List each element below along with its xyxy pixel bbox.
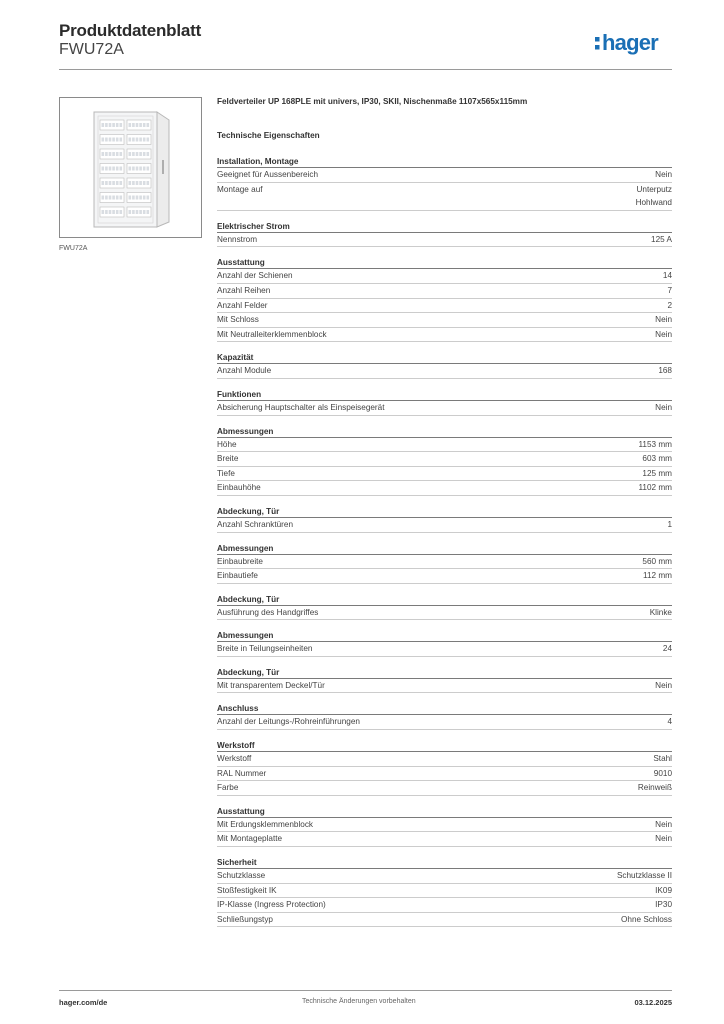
module-slot bbox=[147, 181, 150, 185]
spec-group-title: Abmessungen bbox=[217, 629, 672, 642]
module-slot bbox=[136, 210, 139, 214]
module-slot bbox=[105, 181, 108, 185]
module-slot bbox=[102, 167, 105, 171]
spec-row bbox=[217, 898, 672, 913]
module-slot bbox=[116, 138, 119, 142]
spec-group-title: Installation, Montage bbox=[217, 155, 672, 168]
module-slot bbox=[136, 123, 139, 127]
spec-row bbox=[217, 832, 672, 847]
spec-value bbox=[667, 715, 672, 729]
spec-value-text: Nein bbox=[655, 834, 672, 844]
module-slot bbox=[120, 138, 123, 142]
logo-text: hager bbox=[602, 30, 658, 55]
module-slot bbox=[147, 210, 150, 214]
spec-value-text: 125 mm bbox=[642, 468, 672, 478]
spec-row bbox=[217, 518, 672, 533]
spec-label: IP-Klasse (Ingress Protection) bbox=[217, 900, 326, 910]
spec-value bbox=[655, 313, 672, 327]
spec-value-text: Nein bbox=[655, 819, 672, 829]
spec-value-text: 4 bbox=[667, 717, 672, 727]
spec-label: Anzahl Schranktüren bbox=[217, 519, 294, 529]
page-title: Produktdatenblatt bbox=[59, 21, 202, 40]
module-slot bbox=[102, 123, 105, 127]
module-slot bbox=[132, 123, 135, 127]
module-slot bbox=[112, 181, 115, 185]
spec-group bbox=[217, 629, 672, 657]
spec-group bbox=[217, 220, 672, 248]
module-slot bbox=[129, 181, 132, 185]
spec-row bbox=[217, 884, 672, 899]
module-slot bbox=[120, 196, 123, 200]
spec-value bbox=[667, 518, 672, 532]
spec-value-text: 1 bbox=[667, 519, 672, 529]
module-slot bbox=[109, 167, 112, 171]
spec-value-text: 603 mm bbox=[642, 454, 672, 464]
spec-row bbox=[217, 869, 672, 884]
spec-row bbox=[217, 233, 672, 248]
spec-group-title: Abdeckung, Tür bbox=[217, 593, 672, 606]
product-code: FWU72A bbox=[59, 41, 124, 58]
spec-value bbox=[621, 913, 672, 927]
spec-row bbox=[217, 328, 672, 343]
footer-date: 03.12.2025 bbox=[634, 998, 672, 1007]
spec-group bbox=[217, 425, 672, 496]
spec-label: Nennstrom bbox=[217, 234, 258, 244]
spec-value-text: 560 mm bbox=[642, 556, 672, 566]
spec-label: Einbauhöhe bbox=[217, 483, 261, 493]
hager-logo bbox=[594, 28, 674, 56]
spec-label: Montage auf bbox=[217, 184, 263, 194]
module-slot bbox=[116, 167, 119, 171]
module-slot bbox=[143, 196, 146, 200]
spec-value bbox=[658, 364, 672, 378]
header-divider bbox=[59, 69, 672, 70]
module-slot bbox=[147, 196, 150, 200]
module-slot bbox=[120, 123, 123, 127]
spec-group bbox=[217, 256, 672, 342]
module-slot bbox=[143, 210, 146, 214]
spec-label: Breite in Teilungseinheiten bbox=[217, 644, 313, 654]
spec-row bbox=[217, 438, 672, 453]
module-slot bbox=[143, 152, 146, 156]
module-slot bbox=[136, 196, 139, 200]
spec-value-text: 2 bbox=[667, 300, 672, 310]
spec-group-title: Abmessungen bbox=[217, 542, 672, 555]
module-slot bbox=[132, 181, 135, 185]
module-slot bbox=[132, 167, 135, 171]
module-slot bbox=[112, 138, 115, 142]
spec-group bbox=[217, 856, 672, 927]
spec-value-text: 9010 bbox=[653, 768, 672, 778]
product-headline: Feldverteiler UP 168PLE mit univers, IP30, SKII, Nischenmaße 1107x565x115mm bbox=[217, 97, 528, 106]
module-slot bbox=[112, 123, 115, 127]
spec-value bbox=[617, 869, 672, 883]
spec-label: Mit Neutralleiterklemmenblock bbox=[217, 329, 327, 339]
module-slot bbox=[105, 210, 108, 214]
spec-row bbox=[217, 168, 672, 183]
spec-value bbox=[655, 818, 672, 832]
spec-label: Anzahl der Leitungs-/Rohreinführungen bbox=[217, 717, 360, 727]
spec-value-text: Nein bbox=[655, 680, 672, 690]
spec-value bbox=[638, 781, 672, 795]
module-slot bbox=[102, 138, 105, 142]
spec-value bbox=[655, 898, 672, 912]
module-slot bbox=[147, 152, 150, 156]
module-slot bbox=[143, 181, 146, 185]
module-slot bbox=[120, 181, 123, 185]
spec-label: Schließungstyp bbox=[217, 914, 273, 924]
module-slot bbox=[132, 196, 135, 200]
spec-label: Ausführung des Handgriffes bbox=[217, 607, 319, 617]
spec-value bbox=[650, 606, 672, 620]
spec-group bbox=[217, 351, 672, 379]
spec-label: Stoßfestigkeit IK bbox=[217, 885, 277, 895]
spec-row bbox=[217, 569, 672, 584]
module-slot bbox=[139, 196, 142, 200]
spec-value bbox=[655, 679, 672, 693]
spec-value-text: 14 bbox=[662, 271, 672, 281]
module-slot bbox=[136, 152, 139, 156]
specs-table bbox=[217, 155, 672, 936]
spec-group-title: Funktionen bbox=[217, 388, 672, 401]
module-slot bbox=[132, 138, 135, 142]
spec-value bbox=[655, 401, 672, 415]
spec-row bbox=[217, 467, 672, 482]
spec-value-text: Reinweiß bbox=[637, 783, 672, 793]
spec-value bbox=[663, 269, 672, 283]
spec-label: Breite bbox=[217, 454, 239, 464]
spec-row bbox=[217, 452, 672, 467]
module-slot bbox=[116, 123, 119, 127]
spec-value bbox=[638, 438, 672, 452]
module-slot bbox=[143, 138, 146, 142]
spec-row bbox=[217, 269, 672, 284]
spec-value-text: 1102 mm bbox=[638, 483, 672, 493]
spec-row bbox=[217, 364, 672, 379]
module-slot bbox=[139, 210, 142, 214]
module-slot bbox=[136, 181, 139, 185]
module-slot bbox=[112, 167, 115, 171]
spec-value bbox=[651, 233, 672, 247]
spec-group-title: Ausstattung bbox=[217, 805, 672, 818]
spec-label: RAL Nummer bbox=[217, 768, 267, 778]
module-slot bbox=[116, 196, 119, 200]
spec-value bbox=[667, 284, 672, 298]
module-slot bbox=[132, 152, 135, 156]
module-slot bbox=[109, 123, 112, 127]
module-slot bbox=[105, 196, 108, 200]
module-slot bbox=[139, 123, 142, 127]
module-slot bbox=[147, 123, 150, 127]
spec-value-text: Nein bbox=[655, 402, 672, 412]
module-slot bbox=[109, 152, 112, 156]
module-slot bbox=[120, 210, 123, 214]
spec-row bbox=[217, 555, 672, 570]
spec-value bbox=[636, 183, 672, 210]
spec-value bbox=[663, 642, 672, 656]
module-slot bbox=[129, 167, 132, 171]
spec-group-title: Anschluss bbox=[217, 702, 672, 715]
spec-group-title: Abdeckung, Tür bbox=[217, 666, 672, 679]
spec-value bbox=[638, 481, 672, 495]
module-slot bbox=[129, 123, 132, 127]
module-slot bbox=[116, 181, 119, 185]
spec-label: Farbe bbox=[217, 783, 239, 793]
module-slot bbox=[139, 152, 142, 156]
module-slot bbox=[109, 138, 112, 142]
spec-value bbox=[655, 832, 672, 846]
spec-row bbox=[217, 715, 672, 730]
spec-group-title: Werkstoff bbox=[217, 739, 672, 752]
spec-label: Mit Erdungsklemmenblock bbox=[217, 819, 314, 829]
module-slot bbox=[105, 123, 108, 127]
spec-row bbox=[217, 913, 672, 928]
module-slot bbox=[143, 123, 146, 127]
spec-row bbox=[217, 767, 672, 782]
spec-label: Schutzklasse bbox=[217, 871, 266, 881]
spec-group bbox=[217, 739, 672, 796]
spec-group bbox=[217, 505, 672, 533]
footer-divider bbox=[59, 990, 672, 991]
spec-value bbox=[655, 168, 672, 182]
spec-label: Anzahl Felder bbox=[217, 300, 268, 310]
module-slot bbox=[147, 167, 150, 171]
module-slot bbox=[116, 152, 119, 156]
spec-group bbox=[217, 542, 672, 584]
spec-group bbox=[217, 702, 672, 730]
spec-label: Absicherung Hauptschalter als Einspeisegerät bbox=[217, 402, 385, 412]
spec-group bbox=[217, 388, 672, 416]
module-slot bbox=[112, 196, 115, 200]
spec-group-title: Sicherheit bbox=[217, 856, 672, 869]
spec-value-text: Nein bbox=[655, 315, 672, 325]
module-slot bbox=[129, 196, 132, 200]
module-slot bbox=[132, 210, 135, 214]
spec-value bbox=[667, 299, 672, 313]
footer-disclaimer: Technische Änderungen vorbehalten bbox=[302, 998, 416, 1005]
spec-row bbox=[217, 481, 672, 496]
spec-value-text: Unterputz bbox=[636, 184, 672, 194]
module-slot bbox=[143, 167, 146, 171]
module-slot bbox=[120, 167, 123, 171]
spec-value bbox=[654, 767, 672, 781]
spec-row bbox=[217, 401, 672, 416]
spec-value-text: 1153 mm bbox=[638, 439, 672, 449]
spec-value-text: 24 bbox=[662, 644, 672, 654]
section-title: Technische Eigenschaften bbox=[217, 131, 320, 140]
spec-value-text: 112 mm bbox=[643, 571, 672, 581]
spec-row bbox=[217, 752, 672, 767]
spec-value-text: 168 bbox=[658, 366, 672, 376]
spec-value-text: IK09 bbox=[655, 885, 672, 895]
spec-group-title: Elektrischer Strom bbox=[217, 220, 672, 233]
spec-label: Geeignet für Aussenbereich bbox=[217, 170, 319, 179]
module-slot bbox=[120, 152, 123, 156]
spec-label: Anzahl Reihen bbox=[217, 285, 271, 295]
module-slot bbox=[139, 138, 142, 142]
spec-row bbox=[217, 781, 672, 796]
spec-row bbox=[217, 313, 672, 328]
spec-label: Einbaubreite bbox=[217, 556, 263, 566]
spec-value-text: Nein bbox=[655, 170, 672, 179]
spec-value-text: IP30 bbox=[655, 900, 672, 910]
spec-value-text: Schutzklasse II bbox=[616, 871, 672, 881]
spec-label: Tiefe bbox=[217, 468, 235, 478]
module-slot bbox=[102, 181, 105, 185]
spec-group-title: Abmessungen bbox=[217, 425, 672, 438]
spec-row bbox=[217, 679, 672, 694]
spec-value-text: Ohne Schloss bbox=[621, 914, 672, 924]
product-image bbox=[59, 97, 202, 238]
spec-value-text: Stahl bbox=[653, 754, 672, 764]
spec-label: Anzahl der Schienen bbox=[217, 271, 293, 281]
spec-label: Höhe bbox=[217, 439, 237, 449]
module-slot bbox=[109, 196, 112, 200]
spec-row bbox=[217, 606, 672, 621]
module-slot bbox=[102, 196, 105, 200]
spec-row bbox=[217, 183, 672, 211]
module-slot bbox=[129, 138, 132, 142]
spec-label: Mit Schloss bbox=[217, 315, 259, 325]
spec-group bbox=[217, 155, 672, 211]
spec-row bbox=[217, 284, 672, 299]
distribution-cabinet-illustration bbox=[60, 98, 201, 237]
spec-label: Anzahl Module bbox=[217, 366, 272, 376]
spec-value-text: Klinke bbox=[649, 607, 672, 617]
module-slot bbox=[129, 152, 132, 156]
spec-row bbox=[217, 642, 672, 657]
spec-value bbox=[642, 467, 672, 481]
module-slot bbox=[112, 152, 115, 156]
module-slot bbox=[109, 181, 112, 185]
spec-value bbox=[653, 752, 672, 766]
module-slot bbox=[105, 167, 108, 171]
spec-value bbox=[643, 569, 672, 583]
module-slot bbox=[105, 152, 108, 156]
spec-value bbox=[655, 328, 672, 342]
module-slot bbox=[112, 210, 115, 214]
spec-value-text: 125 A bbox=[651, 234, 672, 244]
spec-value bbox=[642, 452, 672, 466]
spec-label: Werkstoff bbox=[217, 754, 252, 764]
spec-group bbox=[217, 593, 672, 621]
spec-group-title: Ausstattung bbox=[217, 256, 672, 269]
spec-row bbox=[217, 299, 672, 314]
footer-website[interactable]: hager.com/de bbox=[59, 998, 108, 1007]
spec-value bbox=[642, 555, 672, 569]
module-slot bbox=[147, 138, 150, 142]
module-slot bbox=[109, 210, 112, 214]
image-caption: FWU72A bbox=[59, 245, 88, 252]
spec-group bbox=[217, 805, 672, 847]
module-slot bbox=[105, 138, 108, 142]
module-slot bbox=[102, 152, 105, 156]
spec-value bbox=[655, 884, 672, 898]
spec-group bbox=[217, 666, 672, 694]
spec-label: Mit Montageplatte bbox=[217, 834, 283, 844]
spec-row bbox=[217, 818, 672, 833]
module-slot bbox=[102, 210, 105, 214]
module-slot bbox=[129, 210, 132, 214]
spec-value-text: Nein bbox=[655, 329, 672, 339]
module-slot bbox=[139, 167, 142, 171]
spec-group-title: Kapazität bbox=[217, 351, 672, 364]
spec-group-title: Abdeckung, Tür bbox=[217, 505, 672, 518]
module-slot bbox=[136, 138, 139, 142]
module-slot bbox=[139, 181, 142, 185]
spec-value-text-2: Hohlwand bbox=[635, 198, 672, 208]
module-slot bbox=[136, 167, 139, 171]
spec-value-text: 7 bbox=[667, 285, 672, 295]
spec-label: Einbautiefe bbox=[217, 571, 258, 581]
spec-label: Mit transparentem Deckel/Tür bbox=[217, 680, 325, 690]
module-slot bbox=[116, 210, 119, 214]
